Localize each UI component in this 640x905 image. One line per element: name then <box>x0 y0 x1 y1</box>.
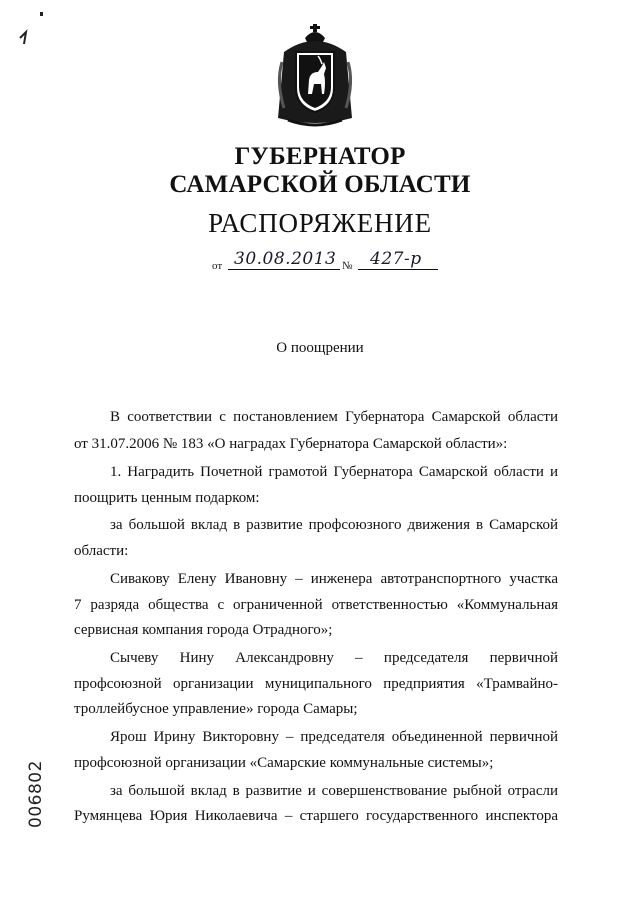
handwritten-date: 30.08.2013 <box>234 249 337 269</box>
issuer-title-line2: САМАРСКОЙ ОБЛАСТИ <box>169 171 471 198</box>
paragraph-line: за большой вклад в развитие и совершенствование рыбной отрасли <box>110 783 558 799</box>
document-type: РАСПОРЯЖЕНИЕ <box>208 208 432 238</box>
paragraph-line: 1. Наградить Почетной грамотой Губернатора Самарской области и <box>110 464 558 480</box>
paragraph-line: поощрить ценным подарком: <box>74 490 260 506</box>
paragraph-line: за большой вклад в развитие профсоюзного движения в Самарской <box>110 517 558 533</box>
paragraph-line: Ярош Ирину Викторовну – председателя объединенной первичной <box>110 729 558 745</box>
date-from-label: от <box>212 260 223 272</box>
paragraph-line: профсоюзной организации муниципального предприятия «Трамвайно- <box>74 676 558 692</box>
paragraph-line: от 31.07.2006 № 183 «О наградах Губернатора Самарской области»: <box>74 436 508 452</box>
paragraph-line: сервисная компания города Отрадного»; <box>74 622 333 638</box>
paragraph-line: Сычеву Нину Александровну – председателя первичной <box>110 650 558 666</box>
paragraph-line: троллейбусное управление» города Самары; <box>74 701 358 717</box>
paragraph-line: В соответствии с постановлением Губернатора Самарской области <box>110 409 558 425</box>
paragraph-line: Румянцева Юрия Николаевича – старшего государственного инспектора <box>74 808 558 824</box>
handwritten-number: 427-р <box>370 249 422 269</box>
paragraph-line: области: <box>74 543 129 559</box>
document-subject: О поощрении <box>276 340 364 356</box>
coat-of-arms-emblem <box>272 22 358 130</box>
number-label: № <box>342 260 353 272</box>
issuer-title-line1: ГУБЕРНАТОР <box>234 143 406 170</box>
paragraph-line: 7 разряда общества с ограниченной ответственностью «Коммунальная <box>74 597 558 613</box>
paragraph-line: профсоюзной организации «Самарские коммунальные системы»; <box>74 755 494 771</box>
dateline <box>212 249 452 275</box>
paragraph-line: Сивакову Елену Ивановну – инженера автотранспортного участка <box>110 571 558 587</box>
margin-serial-number: 006802 <box>26 760 46 828</box>
scan-marks <box>14 8 54 48</box>
